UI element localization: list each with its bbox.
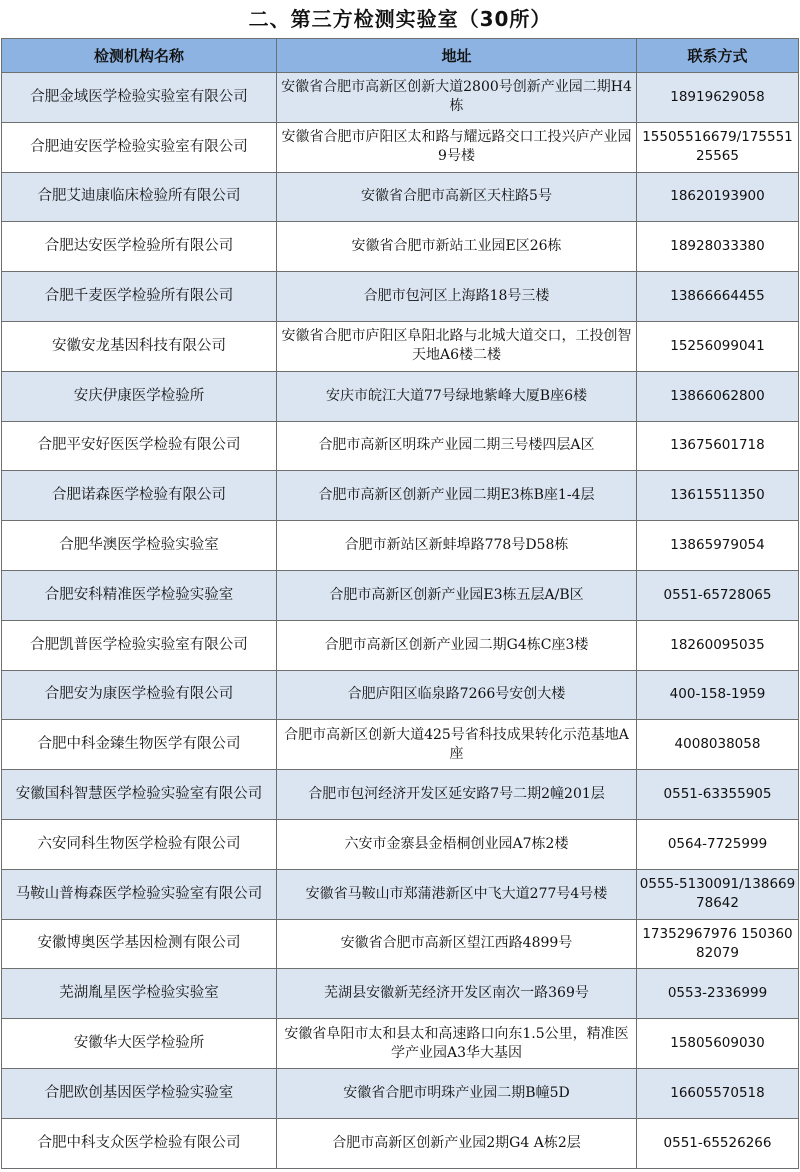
institution-name: 合肥平安好医医学检验有限公司 bbox=[2, 421, 277, 471]
institution-address: 合肥市新站区新蚌埠路778号D58栋 bbox=[277, 521, 637, 571]
table-row bbox=[2, 819, 799, 869]
institution-contact: 18620193900 bbox=[637, 172, 799, 222]
institution-name: 合肥华澳医学检验实验室 bbox=[2, 521, 277, 571]
institution-contact: 18260095035 bbox=[637, 620, 799, 670]
table-row bbox=[2, 720, 799, 770]
table-row bbox=[2, 222, 799, 272]
institution-contact: 0551-65728065 bbox=[637, 570, 799, 620]
header-contact: 联系方式 bbox=[637, 39, 799, 73]
institution-name: 合肥金域医学检验实验室有限公司 bbox=[2, 73, 277, 123]
institution-contact: 18919629058 bbox=[637, 73, 799, 123]
institution-name: 合肥欧创基因医学检验实验室 bbox=[2, 1068, 277, 1118]
institution-address: 安徽省阜阳市太和县太和高速路口向东1.5公里，精准医学产业园A3华大基因 bbox=[277, 1019, 637, 1069]
table-header bbox=[2, 39, 799, 73]
institution-address: 安徽省合肥市高新区望江西路4899号 bbox=[277, 919, 637, 969]
institution-name: 安徽国科智慧医学检验实验室有限公司 bbox=[2, 770, 277, 820]
institution-address: 安徽省合肥市高新区天柱路5号 bbox=[277, 172, 637, 222]
institution-contact: 15256099041 bbox=[637, 321, 799, 371]
institution-name: 合肥安为康医学检验有限公司 bbox=[2, 670, 277, 720]
institution-address: 安徽省合肥市新站工业园E区26栋 bbox=[277, 222, 637, 272]
institution-address: 安庆市皖江大道77号绿地紫峰大厦B座6楼 bbox=[277, 371, 637, 421]
institution-name: 合肥中科支众医学检验有限公司 bbox=[2, 1118, 277, 1168]
table-body bbox=[2, 73, 799, 1169]
institution-address: 安徽省合肥市明珠产业园二期B幢5D bbox=[277, 1068, 637, 1118]
institution-contact: 13615511350 bbox=[637, 471, 799, 521]
table-row bbox=[2, 521, 799, 571]
table-row bbox=[2, 969, 799, 1019]
institution-address: 合肥市高新区创新产业园E3栋五层A/B区 bbox=[277, 570, 637, 620]
institution-contact: 0555-5130091/13866978642 bbox=[637, 869, 799, 919]
institution-name: 马鞍山普梅森医学检验实验室有限公司 bbox=[2, 869, 277, 919]
institution-name: 安徽安龙基因科技有限公司 bbox=[2, 321, 277, 371]
table-row bbox=[2, 321, 799, 371]
table-row bbox=[2, 172, 799, 222]
page-title: 二、第三方检测实验室（30所） bbox=[248, 7, 552, 31]
table-row bbox=[2, 620, 799, 670]
institution-name: 合肥迪安医学检验实验室有限公司 bbox=[2, 122, 277, 172]
header-address: 地址 bbox=[277, 39, 637, 73]
institution-address: 安徽省合肥市庐阳区阜阳北路与北城大道交口，工投创智天地A6楼二楼 bbox=[277, 321, 637, 371]
table-row bbox=[2, 73, 799, 123]
institution-contact: 0551-63355905 bbox=[637, 770, 799, 820]
institution-address: 六安市金寨县金梧桐创业园A7栋2楼 bbox=[277, 819, 637, 869]
institution-address: 芜湖县安徽新芜经济开发区南次一路369号 bbox=[277, 969, 637, 1019]
institution-contact: 13675601718 bbox=[637, 421, 799, 471]
table-row bbox=[2, 670, 799, 720]
institution-address: 合肥市高新区创新产业园2期G4 A栋2层 bbox=[277, 1118, 637, 1168]
institution-name: 安徽博奥医学基因检测有限公司 bbox=[2, 919, 277, 969]
institution-address: 合肥市高新区创新产业园二期E3栋B座1-4层 bbox=[277, 471, 637, 521]
institution-address: 合肥市高新区创新产业园二期G4栋C座3楼 bbox=[277, 620, 637, 670]
institution-name: 合肥安科精准医学检验实验室 bbox=[2, 570, 277, 620]
institution-address: 安徽省马鞍山市郑蒲港新区中飞大道277号4号楼 bbox=[277, 869, 637, 919]
institution-contact: 16605570518 bbox=[637, 1068, 799, 1118]
institution-contact: 0553-2336999 bbox=[637, 969, 799, 1019]
table-row bbox=[2, 770, 799, 820]
institution-name: 芜湖胤星医学检验实验室 bbox=[2, 969, 277, 1019]
institution-contact: 15805609030 bbox=[637, 1019, 799, 1069]
institution-contact: 0564-7725999 bbox=[637, 819, 799, 869]
institution-contact: 18928033380 bbox=[637, 222, 799, 272]
institution-name: 合肥凯普医学检验实验室有限公司 bbox=[2, 620, 277, 670]
table-row bbox=[2, 1118, 799, 1168]
table-row bbox=[2, 421, 799, 471]
institution-name: 合肥千麦医学检验所有限公司 bbox=[2, 272, 277, 322]
table-row bbox=[2, 1019, 799, 1069]
table-row bbox=[2, 272, 799, 322]
institution-contact: 15505516679/17555125565 bbox=[637, 122, 799, 172]
table-row bbox=[2, 869, 799, 919]
institution-address: 合肥市高新区明珠产业园二期三号楼四层A区 bbox=[277, 421, 637, 471]
institution-name: 合肥达安医学检验所有限公司 bbox=[2, 222, 277, 272]
institution-name: 合肥艾迪康临床检验所有限公司 bbox=[2, 172, 277, 222]
institution-contact: 0551-65526266 bbox=[637, 1118, 799, 1168]
lab-table bbox=[1, 38, 799, 1169]
institution-contact: 400-158-1959 bbox=[637, 670, 799, 720]
table-row bbox=[2, 371, 799, 421]
institution-contact: 13865979054 bbox=[637, 521, 799, 571]
header-name: 检测机构名称 bbox=[2, 39, 277, 73]
table-row bbox=[2, 570, 799, 620]
institution-contact: 17352967976 15036082079 bbox=[637, 919, 799, 969]
institution-contact: 4008038058 bbox=[637, 720, 799, 770]
institution-address: 合肥庐阳区临泉路7266号安创大楼 bbox=[277, 670, 637, 720]
table-row bbox=[2, 919, 799, 969]
institution-name: 合肥中科金臻生物医学有限公司 bbox=[2, 720, 277, 770]
table-row bbox=[2, 1068, 799, 1118]
institution-name: 安庆伊康医学检验所 bbox=[2, 371, 277, 421]
institution-address: 合肥市包河区上海路18号三楼 bbox=[277, 272, 637, 322]
institution-address: 安徽省合肥市庐阳区太和路与耀远路交口工投兴庐产业园9号楼 bbox=[277, 122, 637, 172]
institution-address: 合肥市高新区创新大道425号省科技成果转化示范基地A座 bbox=[277, 720, 637, 770]
institution-address: 合肥市包河经济开发区延安路7号二期2幢201层 bbox=[277, 770, 637, 820]
header-row bbox=[2, 39, 799, 73]
institution-address: 安徽省合肥市高新区创新大道2800号创新产业园二期H4栋 bbox=[277, 73, 637, 123]
institution-name: 六安同科生物医学检验有限公司 bbox=[2, 819, 277, 869]
table-row bbox=[2, 122, 799, 172]
institution-contact: 13866664455 bbox=[637, 272, 799, 322]
institution-name: 合肥诺森医学检验有限公司 bbox=[2, 471, 277, 521]
institution-contact: 13866062800 bbox=[637, 371, 799, 421]
table-row bbox=[2, 471, 799, 521]
institution-name: 安徽华大医学检验所 bbox=[2, 1019, 277, 1069]
